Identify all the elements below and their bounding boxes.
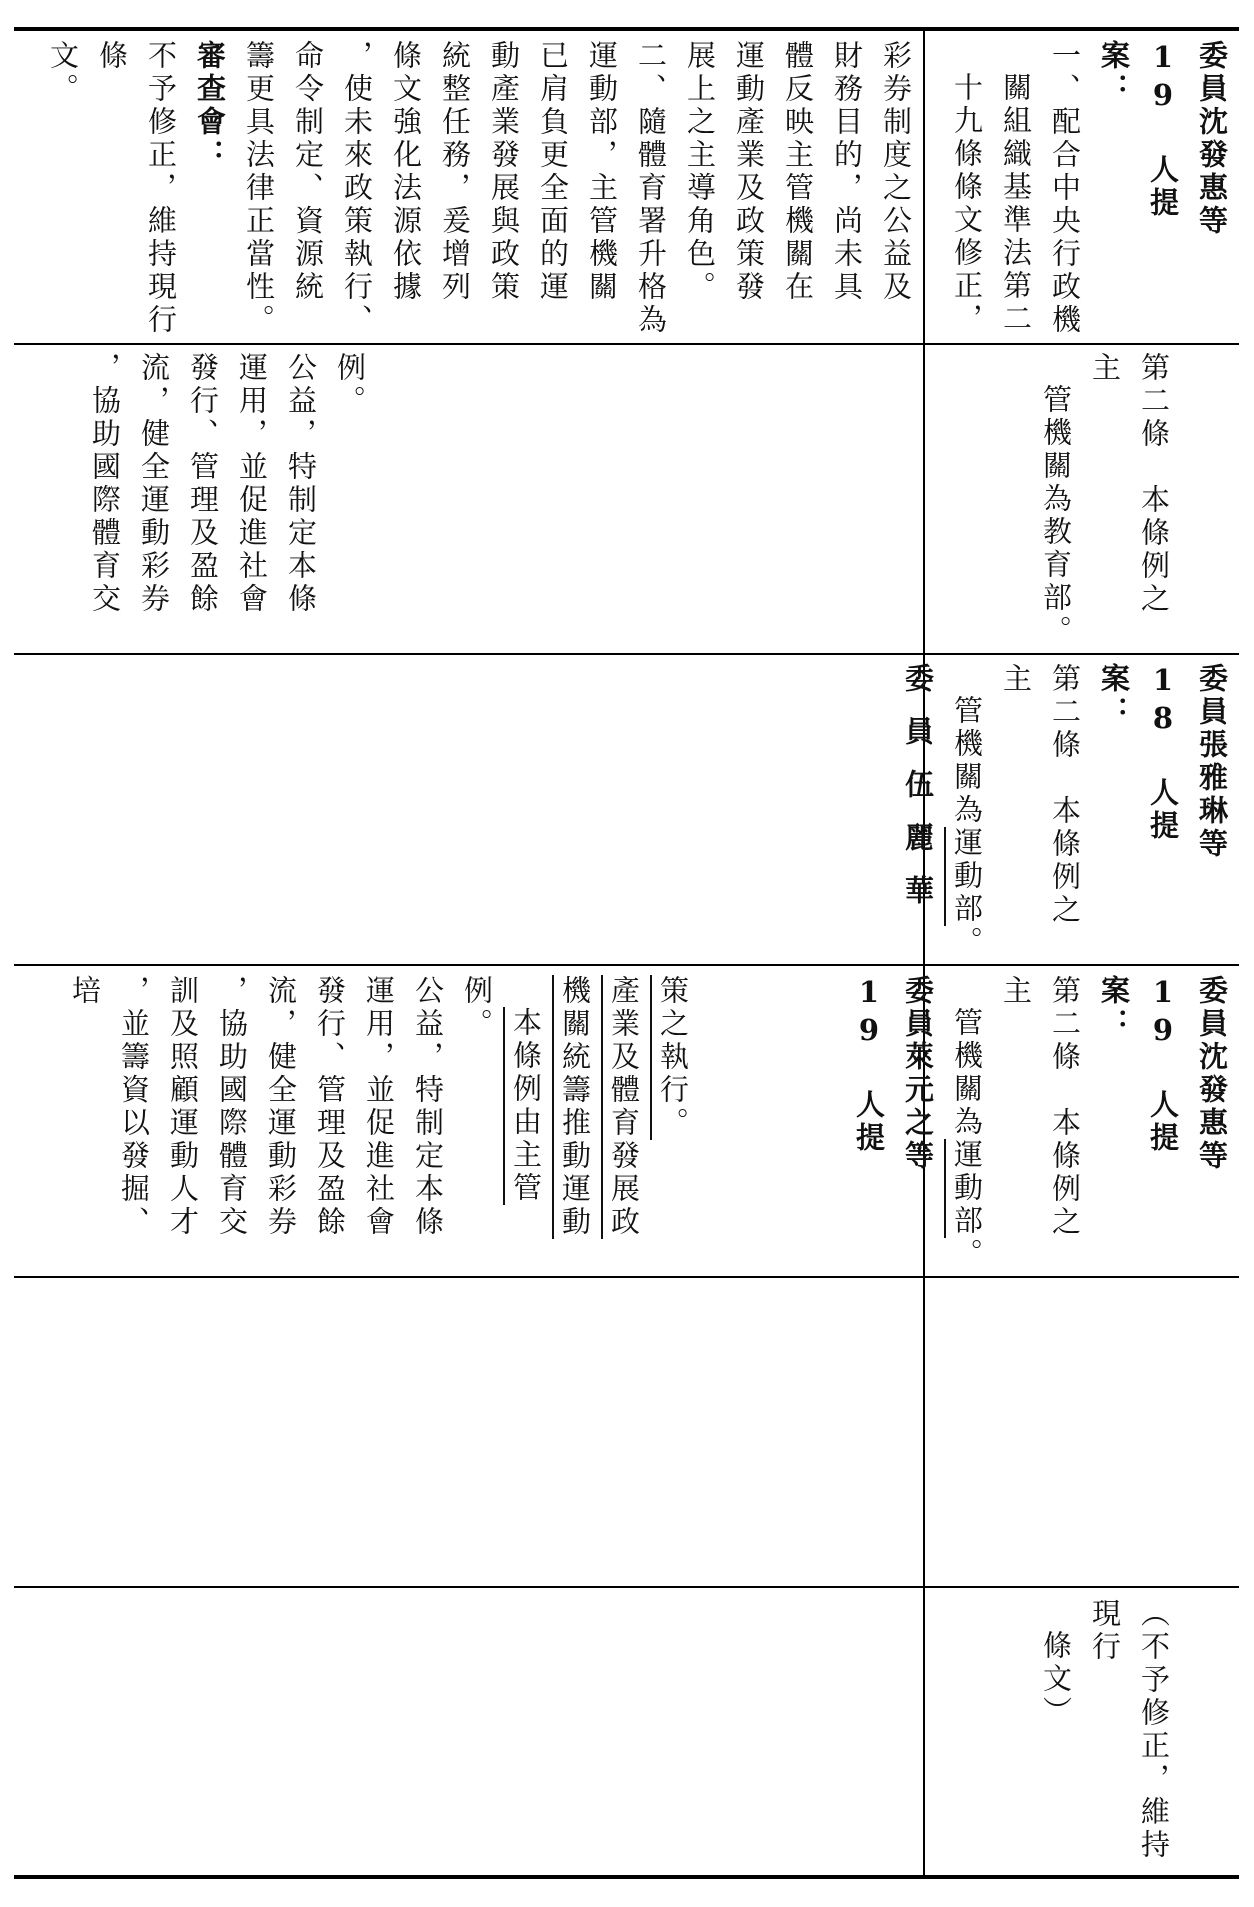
amended-text: 運動部 [950,826,984,926]
text-line: 運用，並促進社會 [235,352,269,616]
row2-committee-cell [928,1598,1236,1870]
text-line: 展上之主導角色。 [683,40,717,304]
text-line: 十九條條文修正， [950,71,984,336]
added-text-line: 策之執行。 [656,975,690,1140]
text-line: 運動部，主管機關 [585,40,619,304]
text-line: 統整任務，爰增列 [438,40,472,304]
row2-review-text [942,40,1236,340]
article-line: 第二條 本條例之主 [1088,352,1171,616]
text-line: 一、配合中央行政機 [1048,40,1082,337]
text-line: （不予修正，維持現行 [1088,1598,1171,1862]
text-line: 發行、管理及盈餘 [313,975,347,1239]
article-line: 第二條 本條例之主 [999,663,1082,927]
proposer-name: 委員張雅琳等 18 人提 [1146,663,1229,861]
text-line: 體反映主管機關在 [781,40,815,304]
text-line: 關組織基準法第二 [999,71,1033,336]
review-meeting-text: 文。 [46,40,80,106]
text-line: 發行、管理及盈餘 [186,352,220,616]
row2-review-cell [928,40,1236,340]
table-top-border [14,27,1239,31]
proposer-name: 委員沈發惠等 19 人提 [1146,975,1229,1173]
next-proposer-name: 委員伍麗華 [901,663,935,928]
article-line: 管機關為教育部。 [1039,383,1073,648]
next-proposer-name: 委員萊元之等 19 人提 [852,975,935,1173]
column-divider-1 [14,343,1239,345]
text-line: 例。 [460,975,494,1041]
text-fragment: 。 [950,925,984,959]
text-fragment: 管機關為 [950,1006,984,1139]
text-line: 籌更具法律正當性。 [242,40,276,337]
row1-proposal-a-text [60,975,697,1271]
proposer-name: 委員沈發惠等 19 人提 [1146,40,1229,238]
text-line: 公益，特制定本條 [411,975,445,1239]
text-line: 彩券制度之公益及 [879,40,913,304]
text-line: 已肩負更全面的運 [536,40,570,304]
text-line: 命令制定、資源統 [291,40,325,304]
amended-text: 運動部 [950,1138,984,1238]
row2-committee-text [1031,1598,1178,1870]
article-line [942,975,991,1271]
text-line: 運用，並促進社會 [362,975,396,1239]
row2-current-law-cell [928,352,1236,648]
text-line: 公益，特制定本條 [284,352,318,616]
review-meeting-label: 審查會： [193,40,227,172]
column-divider-2 [14,653,1239,655]
text-line: ，並籌資以發掘、培 [68,975,151,1239]
column-divider-4 [14,1276,1239,1278]
text-line: 二、隨體育署升格為 [634,40,668,337]
review-meeting-text: 不予修正，維持現行條 [95,40,178,337]
text-fragment: 管機關為 [950,694,984,827]
text-line: 條文強化法源依據 [389,40,423,304]
proposer-tail: 案： [1097,40,1131,106]
added-text-line: 機關統籌推動運動 [558,975,592,1239]
text-line: 動產業發展與政策 [487,40,521,304]
row1-proposal-a-cell [20,975,920,1271]
text-line: ，使未來政策執行、 [340,40,374,337]
column-divider-3 [14,964,1239,966]
text-line: 條文） [1039,1629,1073,1729]
article-line [942,663,991,959]
row2-proposal-b-text [893,663,1236,959]
text-line: ，協助國際體育交 [215,975,249,1239]
row1-current-law-cell [20,352,920,648]
proposer-tail: 案： [1097,975,1131,1041]
row1-review-cell [20,40,920,340]
row1-review-text [38,40,920,340]
text-fragment: 。 [950,1237,984,1271]
row1-current-law-text [80,352,374,648]
row2-proposal-b-cell [901,663,1236,959]
text-line: 流，健全運動彩券 [264,975,298,1239]
column-divider-5 [14,1586,1239,1588]
row2-proposal-a-cell [852,975,1236,1271]
table-bottom-border [14,1875,1239,1879]
text-line: 運動產業及政策發 [732,40,766,304]
added-text-line: 產業及體育發展政 [607,975,641,1239]
added-text-line: 本條例由主管 [509,1006,543,1205]
proposer-tail: 案： [1097,663,1131,729]
text-line: ，協助國際體育交 [88,352,122,616]
article-line: 第二條 本條例之主 [999,975,1082,1239]
row2-proposal-a-text [844,975,1236,1271]
row2-current-law-text [1031,352,1178,648]
text-line: 訓及照顧運動人才 [166,975,200,1239]
text-line: 財務目的，尚未具 [830,40,864,304]
text-line: 例。 [333,352,367,418]
text-line: 流，健全運動彩券 [137,352,171,616]
